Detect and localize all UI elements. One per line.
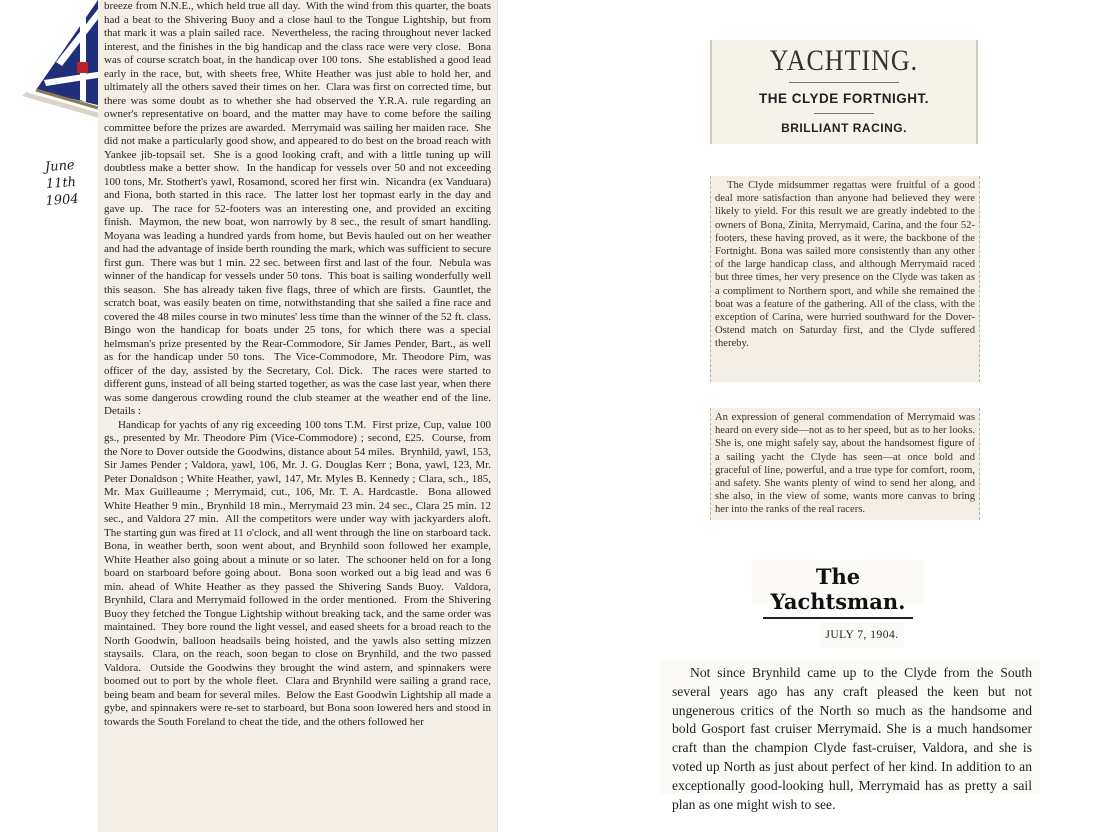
merrymaid-praise-clipping [660,660,1040,812]
pennant-cross-bar [80,8,86,102]
handwritten-date-line2: 1904 [45,191,80,210]
pennant-red-center [77,62,88,73]
headline-subtitle: THE CLYDE FORTNIGHT. [758,91,929,106]
headline-subheading: BRILLIANT RACING. [781,121,907,135]
merrymaid-praise-paragraph: Not since Brynhild came up to the Clyde from the South several years ago has any craft pleased the keen but not ungenerous critics of the North so much as the handsome and bold Gosport fast cruiser Merrymaid. She is a much handsomer craft than the champion Clyde fast-cruiser, Valdora, and she is voted up North as just about perfect of her kind. In addition to an exceptionally good-looking hull, Merrymaid has as pretty a sail plan as one might wish to see. [672,665,1032,812]
clyde-fortnight-clipping-1 [710,176,980,382]
clyde-paragraph-2: An expression of general commendation of Merrymaid was heard on every side—not as to her speed, but as to her looks. She is, one might safely say, about the handsomest figure of a sailing yacht the Clyde has seen—at once bold and graceful of line, powerful, and a true type for comfort, room, and safety. She wants plenty of wind to send her along, and she also, in the view of some, wants more canvas to bring her into the ranks of the real racers. [715,412,975,516]
race-report-clipping [98,0,498,832]
race-report-paragraph-1: breeze from N.N.E., which held true all day. With the wind from this quarter, the boats had a beat to the Shivering Buoy and a close haul to the Tongue Lightship, but from that mark it was a plain sailed race. Nevertheless, the racing throughout never lacked interest, and the finishes in the big handicap and the class race were very close. Bona was of course scratch boat, in the handicap over 100 tons. She established a good lead early in the race, but, with sheets free, White Heather was just able to hold her, and ultimately all the others saved their times on her. Clara was first on corrected time, but there was some doubt as to whether she had observed the Y.R.A. rule regarding an owner's representative on board, and the matter may have to come before the sailing committee before the prizes are awarded. Merrymaid was sailing her maiden race. She did not make a particularly good show, and appeared to do best on the broad reach with Yankee jib-topsail set. She is a good looking craft, and with a little tuning up will doubtless make a better show. In the handicap for vessels over 50 and not exceeding 100 tons, Mr. Stothert's yawl, Rosamond, scored her first win. Nicandra (ex Vanduara) and Fiona, both started in this race. The latter lost her topmast early in the day and gave up. The race for 52-footers was an interesting one, and provided an exciting finish. Maymon, the new boat, won narrowly by 8 sec., the result of smart handling. Moyana was leading a hundred yards from home, but Bevis hauled out on her weather and had the advantage of inside berth rounding the mark, which was sufficient to secure first gun. There was but 1 min. 22 sec. between first and last of the four. Nebula was winner of the handicap for vessels under 50 tons. This boat is sailing wonderfully well this season. She has already taken five flags, three of which are firsts. Gauntlet, the scratch boat, was easily beaten on time, notwithstanding that she sailed a fine race and covered the 48 miles course in two minutes' less time than the winner of the 52 ft. class. Bingo won the handicap for boats under 25 tons, for which there was a special helmsman's prize presented by the Rear-Commodore, Sir James Pender, Bart., as well as for the handicap under 50 tons. The Vice-Commodore, Mr. Theodore Pim, was officer of the day, assisted by the Secretary, Col. Dick. The races were started to different guns, instead of all being started together, as was the case last year, when there was some dangerous crowding round the club steamer at the weather end of the line. Details : [104,0,497,417]
dateline-text: JULY 7, 1904. [825,629,899,641]
dateline-clipping [820,622,904,648]
headline-divider-small [814,113,874,114]
clyde-fortnight-clipping-2 [710,408,980,520]
handwritten-date-line1: June 11th [44,158,77,193]
clyde-paragraph-1: The Clyde midsummer regattas were fruitful of a good deal more satisfaction than anyone had believed they were likely to yield. For this result we are greatly indebted to the owners of Bona, Zinita, Merrymaid, Carina, and the four 52-footers, these having proved, as it were, the backbone of the Fortnight. Bona was sailed more consistently than any other of the large handicap class, and although Merrymaid raced but three times, her very presence on the Clyde was taken as a compliment to Northern sport, and while she remained the boat was a feature of the gathering. All of the class, with the exception of Carina, were hurried southward for the Dover-Ostend match on Saturday first, and the Clyde suffered thereby. [715,180,975,350]
masthead-underline [763,617,913,619]
masthead-title: The Yachtsman. [770,564,906,614]
handwritten-date-annotation [28,156,93,211]
yachting-headline-clipping [710,40,978,144]
headline-divider [789,82,899,83]
race-report-details-paragraph: Handicap for yachts of any rig exceeding 100 tons T.M. First prize, Cup, value 100 gs., presented by Mr. Theodore Pim (Vice-Commodore) ; second, £25. Course, from the Nore to Dover outside the Goodwins, distance about 54 miles. Brynhild, yawl, 153, Sir James Pender ; Valdora, yawl, 106, Mr. J. G. Douglas Kerr ; Bona, yawl, 123, Mr. Peter Donaldson ; White Heather, yawl, 147, Mr. Myles B. Kennedy ; Clara, sch., 185, Mr. Max Guilleaume ; Merrymaid, cut., 106, Mr. T. A. Hardcastle. Bona allowed White Heather 9 min., Brynhild 18 min., Merrymaid 23 min. 24 sec., Clara 25 min. 12 sec., and Valdora 27 min. All the competitors were under way with jackyarders aloft. The starting gun was fired at 11 o'clock, and all went through the line on starboard tack. Bona, in weather berth, soon went about, and Brynhild soon followed her example, White Heather also going about a minute or so later. The schooner held on for a long board on starboard before going about. Bona soon worked out a big lead and was 6 min. ahead of White Heather as they passed the Shivering Sands Buoy. Valdora, Brynhild, Clara and Merrymaid followed in the order mentioned. From the Shivering Buoy they fetched the Tongue Lightship without breaking tack, and the same order was maintained. They bore round the light vessel, and eased sheets for a broad reach to the North Goodwin, balloon headsails being hoisted, and the yawls also setting mizzen staysails. Clara, on the reach, soon began to close on Brynhild, and the two passed Valdora. Outside the Goodwins they brought the wind astern, and spinnakers were boomed out to port by the whole fleet. Clara and Brynhild were sailing a grand race, being beam and beam for several miles. Below the East Goodwin Lightship all made a gybe, and spinnakers were re-set to starboard, but Bona soon lowered hers and stood in towards the South Foreland to cheat the tide, and the others followed her [104,418,497,728]
yachtsman-masthead-clipping [752,560,924,614]
headline-title: YACHTING. [769,43,919,78]
